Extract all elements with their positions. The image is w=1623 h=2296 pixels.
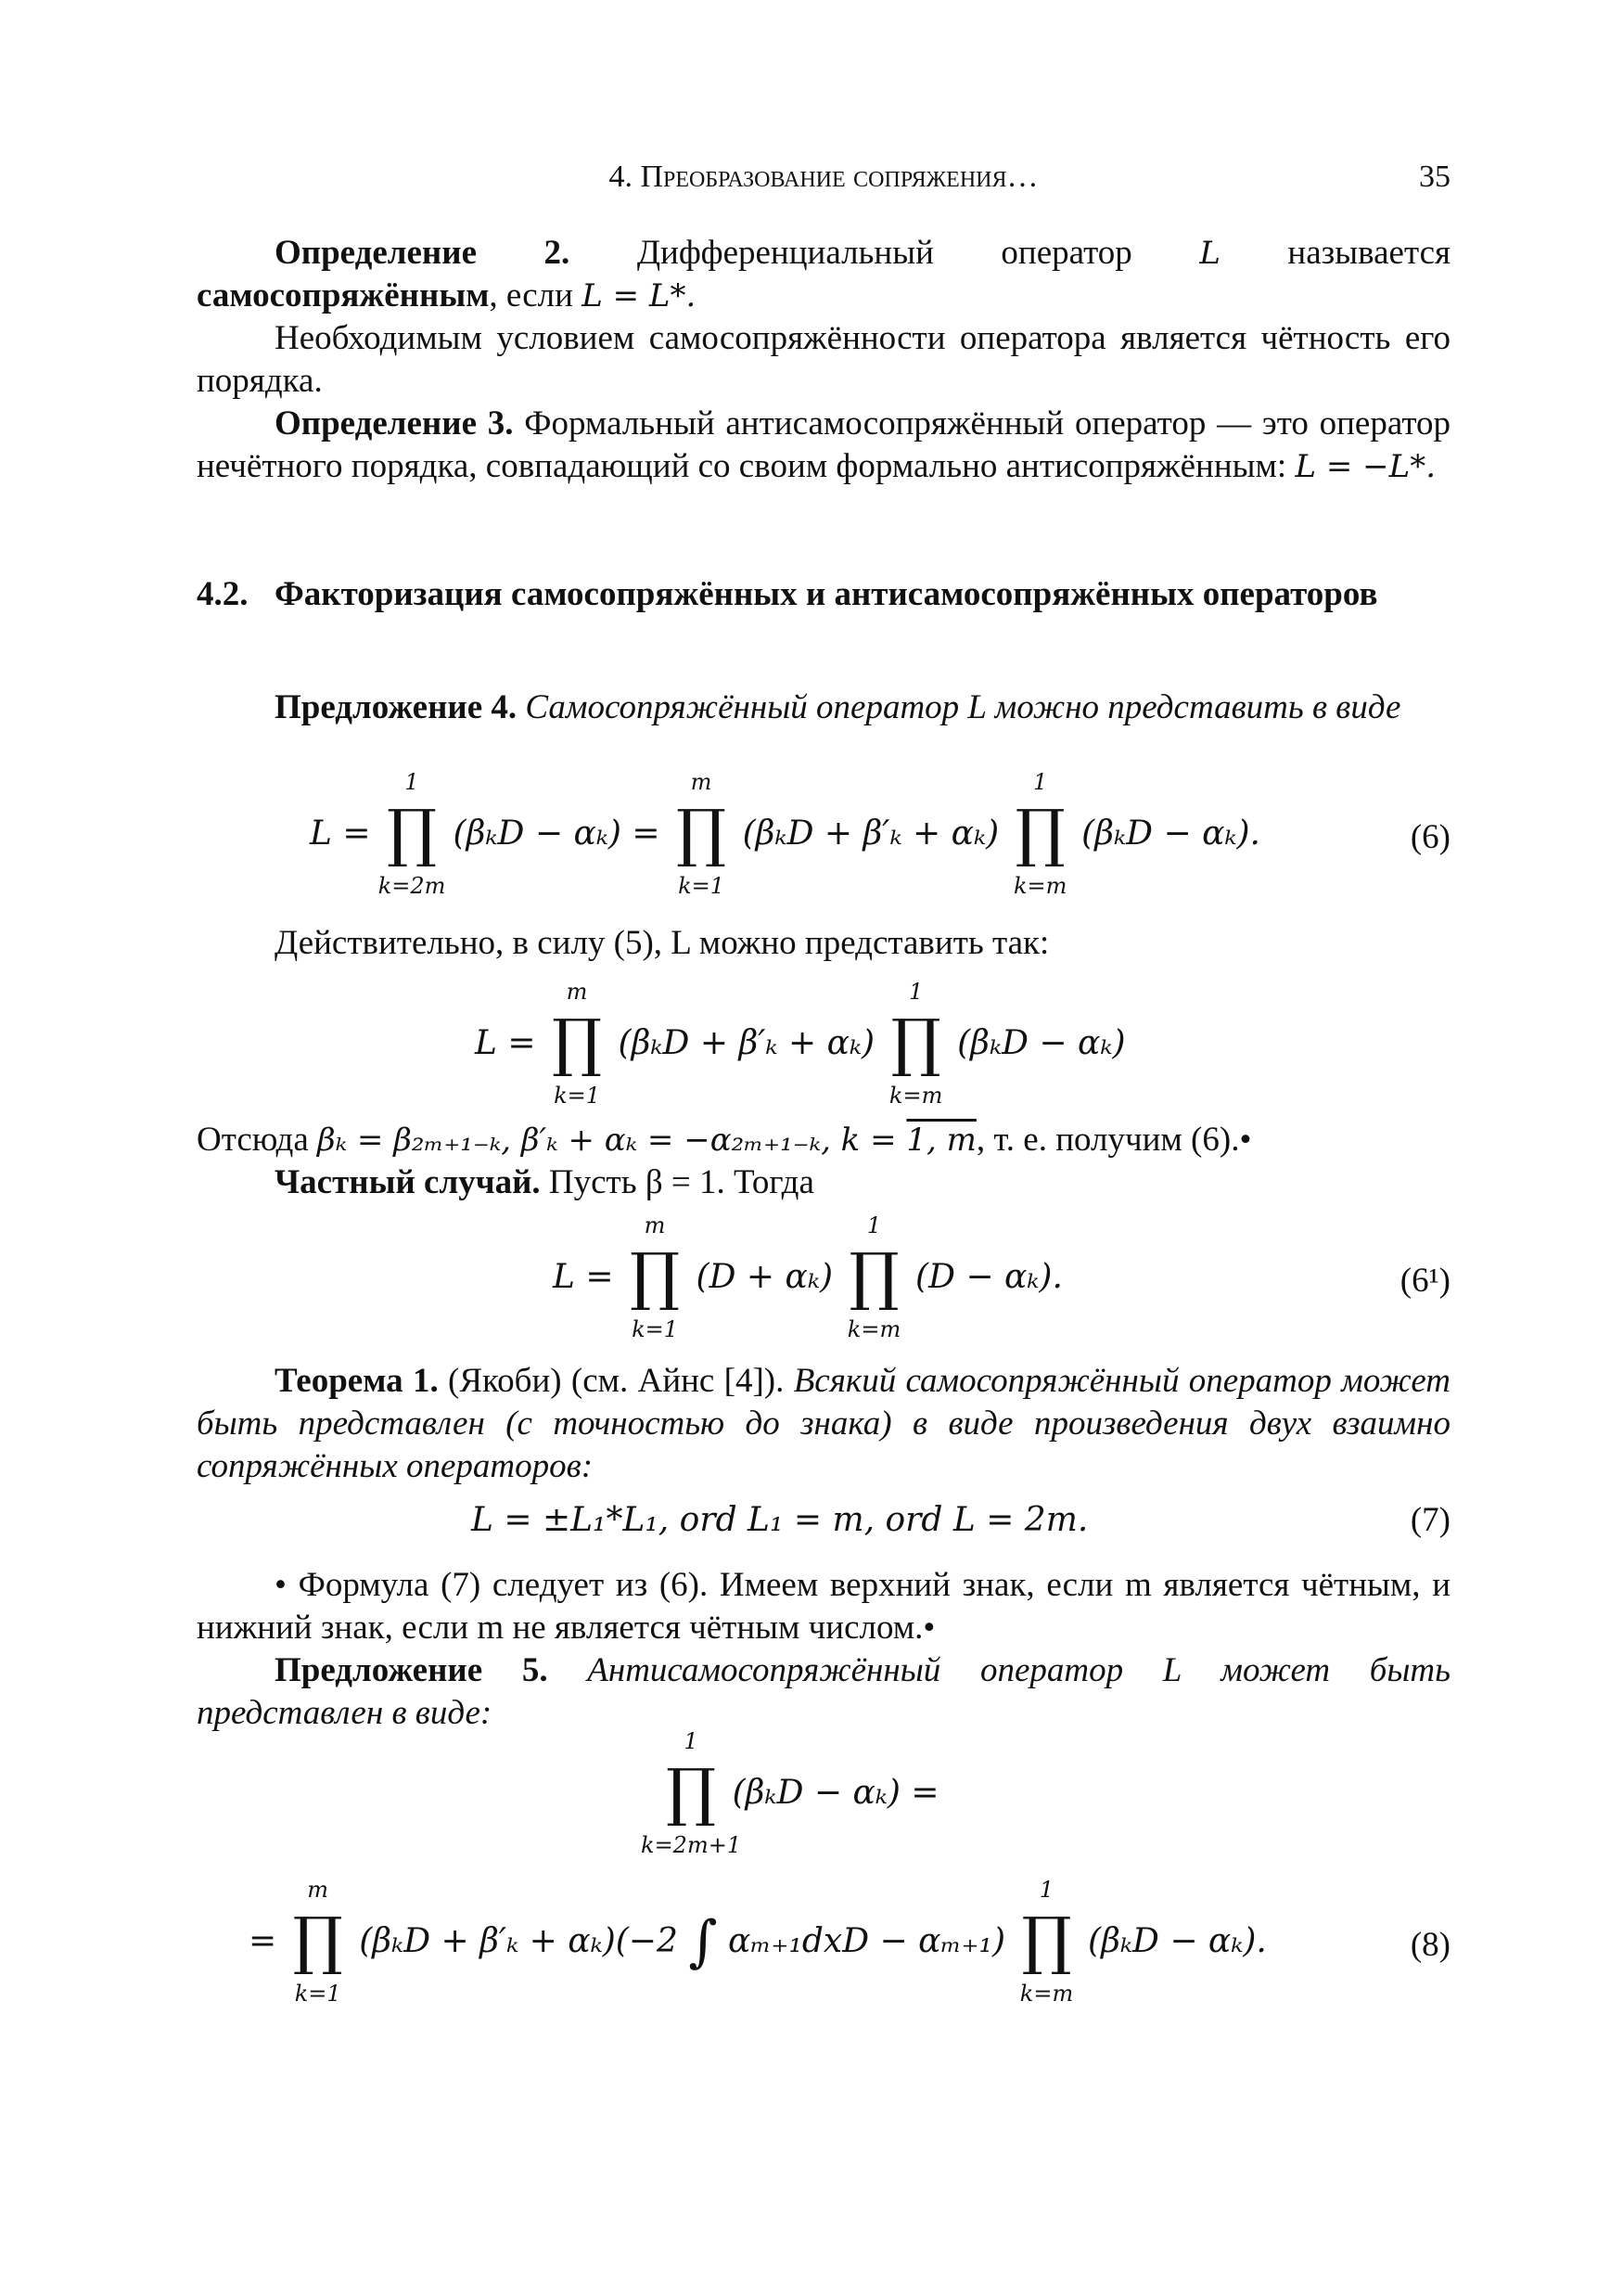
hence-range: 1, m — [906, 1122, 977, 1159]
integral-sign: ∫ — [688, 1909, 718, 1974]
product-symbol: 1 ∏ k=m — [1019, 1877, 1074, 2007]
equation-8 — [249, 1877, 1267, 2007]
special-case-label: Частный случай. — [275, 1163, 541, 1201]
equation-6-1-tag: (6¹) — [1399, 1262, 1450, 1300]
theorem-1-text: Всякий самосопряжённый оператор может быть представлен (с точностью до знака) в виде произведения двух взаимно сопряжённых операторов: — [197, 1362, 1450, 1485]
equation-6-1 — [553, 1212, 1063, 1342]
proposition-5-text: Антисамосопряжённый оператор L может быть представлен в виде: — [197, 1651, 1450, 1732]
product-symbol: m ∏ k=1 — [676, 769, 727, 899]
section-number: 4.2. — [197, 575, 249, 613]
equation-8-factor-3: (βₖD − αₖ). — [1088, 1922, 1267, 1960]
product-symbol: 1 ∏ k=m — [1013, 769, 1067, 899]
definition-3-formula: L = −L*. — [1295, 448, 1437, 485]
page-number: 35 — [1419, 160, 1450, 194]
special-case-text: Пусть β = 1. Тогда — [548, 1163, 814, 1201]
equation-6-tag: (6) — [1410, 818, 1450, 856]
definition-2-text-b: называется — [1287, 234, 1451, 272]
proposition-5 — [197, 1649, 1450, 1735]
proof-4: Действительно, в силу (5), L можно представить так: — [275, 924, 1050, 962]
proposition-5-label: Предложение 5. — [275, 1651, 548, 1689]
equation-8-top — [641, 1728, 939, 1858]
product-symbol: 1 ∏ k=m — [847, 1212, 901, 1342]
equation-8-top-factor: (βₖD − αₖ) = — [732, 1774, 939, 1812]
equation-proof — [475, 979, 1126, 1109]
hence-formula: βₖ = β₂ₘ₊₁₋ₖ, β′ₖ + αₖ = −α₂ₘ₊₁₋ₖ, k = — [317, 1122, 907, 1159]
product-symbol: 1 ∏ k=m — [888, 979, 943, 1109]
special-case — [197, 1161, 1450, 1204]
equation-8-factor-2: αₘ₊₁dxD − αₘ₊₁) — [728, 1922, 1005, 1960]
equation-7: L = ±L₁*L₁, ord L₁ = m, ord L = 2m. — [471, 1501, 1089, 1539]
equation-8-tag: (8) — [1410, 1926, 1450, 1964]
product-symbol: 1 ∏ k=2m — [377, 769, 446, 899]
product-symbol: m ∏ k=1 — [551, 979, 603, 1109]
theorem-1-attribution: (Якоби) (см. Айнс [4]). — [448, 1362, 785, 1400]
equation-6-1-factor-2: (D − αₖ). — [915, 1258, 1063, 1296]
definition-2-label: Определение 2. — [275, 234, 570, 272]
equation-8-lhs: = — [249, 1922, 277, 1960]
definition-2-text-c: , если — [489, 276, 573, 314]
definition-2-term: самосопряжённым — [197, 276, 490, 314]
hence-suffix: т. е. получим (6).• — [993, 1121, 1252, 1159]
product-symbol: m ∏ k=1 — [292, 1877, 343, 2007]
proposition-4 — [197, 686, 1450, 729]
equation-6-1-lhs: L = — [553, 1258, 614, 1296]
chapter-title: 4. Преобразование сопряжения… — [608, 160, 1039, 194]
equation-proof-factor-1: (βₖD + β′ₖ + αₖ) — [618, 1024, 875, 1062]
definition-3-text: Формальный антисамосопряжённый оператор — это оператор нечётного порядка, совпадающий со своим формально антисопряжённым: — [197, 404, 1450, 485]
section-title: Факторизация самосопряжённых и антисамосопряжённых операторов — [275, 575, 1378, 613]
condition-paragraph: Необходимым условием самосопряжённости оператора является чётность его порядка. — [197, 319, 1450, 400]
section-heading — [197, 573, 1450, 659]
hence-line: Отсюда βₖ = β₂ₘ₊₁₋ₖ, β′ₖ + αₖ = −α₂ₘ₊₁₋ₖ, k = 1, m, т. е. получим (6).• — [197, 1121, 1252, 1159]
definition-2 — [197, 232, 1450, 317]
equation-6 — [310, 769, 1261, 899]
equation-6-factor-1: (βₖD − αₖ) = — [453, 815, 660, 853]
product-symbol: 1 ∏ k=2m+1 — [641, 1728, 742, 1858]
theorem-1-label: Теорема 1. — [275, 1362, 439, 1400]
running-header — [197, 156, 1450, 199]
definition-2-text-a: Дифференциальный оператор — [636, 234, 1132, 272]
equation-proof-factor-2: (βₖD − αₖ) — [957, 1024, 1126, 1062]
proposition-4-text: Самосопряжённый оператор L можно представить в виде — [525, 688, 1401, 726]
formula-7-note: • Формула (7) следует из (6). Имеем верхний знак, если m является чётным, и нижний знак, если m не является чётным числом.• — [197, 1566, 1450, 1647]
proposition-4-label: Предложение 4. — [275, 688, 518, 726]
definition-2-var: L — [1199, 235, 1220, 272]
equation-6-1-factor-1: (D + αₖ) — [696, 1258, 833, 1296]
theorem-1 — [197, 1360, 1450, 1488]
equation-proof-lhs: L = — [475, 1024, 536, 1062]
equation-8-factor-1: (βₖD + β′ₖ + αₖ)(−2 — [359, 1922, 678, 1960]
hence-prefix: Отсюда — [197, 1121, 309, 1159]
definition-3-label: Определение 3. — [275, 404, 514, 443]
equation-6-factor-2: (βₖD + β′ₖ + αₖ) — [742, 815, 1000, 853]
equation-7-tag: (7) — [1410, 1501, 1450, 1539]
definition-2-formula: L = L*. — [581, 277, 696, 314]
equation-6-lhs: L = — [310, 815, 371, 853]
definition-3 — [197, 403, 1450, 488]
product-symbol: m ∏ k=1 — [629, 1212, 681, 1342]
equation-6-factor-3: (βₖD − αₖ). — [1081, 815, 1261, 853]
